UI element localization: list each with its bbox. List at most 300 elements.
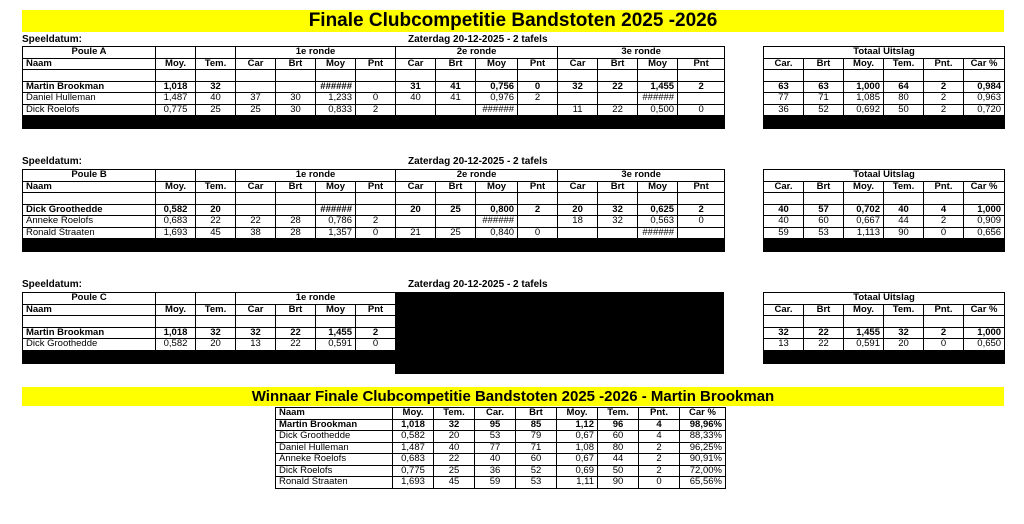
player-name: Anneke Roelofs xyxy=(23,216,156,228)
score-cell: 0,976 xyxy=(476,93,518,105)
blank-cell xyxy=(316,316,356,328)
player-name: Martin Brookman xyxy=(23,327,156,339)
score-cell: ###### xyxy=(476,104,518,116)
score-cell: 25 xyxy=(436,227,476,239)
table-row xyxy=(276,477,726,489)
column-header: Brt xyxy=(436,181,476,193)
player-name: Daniel Hulleman xyxy=(23,93,156,105)
totaal-cell: 2 xyxy=(924,104,964,116)
black-cell xyxy=(156,116,196,129)
score-cell: 0,625 xyxy=(638,204,678,216)
column-header: Car xyxy=(558,181,598,193)
blank-cell xyxy=(316,193,356,205)
winner-cell: 4 xyxy=(639,431,680,443)
column-header: Car % xyxy=(964,304,1005,316)
blank-cell xyxy=(196,193,236,205)
winner-cell: 40 xyxy=(475,454,516,466)
score-cell: 40 xyxy=(396,93,436,105)
column-header: Tem. xyxy=(196,304,236,316)
totaal-cell: 0,702 xyxy=(844,204,884,216)
blank-cell xyxy=(518,70,558,82)
column-header: Pnt xyxy=(678,58,725,70)
blank-cell xyxy=(476,193,518,205)
column-header: Brt xyxy=(276,58,316,70)
score-cell: 0 xyxy=(678,216,725,228)
blank-cell xyxy=(804,193,844,205)
score-cell: ###### xyxy=(638,93,678,105)
blank-cell xyxy=(964,316,1005,328)
blank-row xyxy=(23,316,396,328)
totaal-cell: 1,000 xyxy=(964,327,1005,339)
black-cell xyxy=(598,239,638,252)
blank-cell xyxy=(804,316,844,328)
column-header: Moy xyxy=(476,58,518,70)
score-cell: 0 xyxy=(678,104,725,116)
speeldatum-label-a: Speeldatum: xyxy=(22,34,83,45)
score-cell: 0,563 xyxy=(638,216,678,228)
black-row xyxy=(764,350,1005,363)
winner-cell: 1,018 xyxy=(393,419,434,431)
winner-cell: 60 xyxy=(598,431,639,443)
totaal-cell: 13 xyxy=(764,339,804,351)
score-cell: ###### xyxy=(638,227,678,239)
blank-cell xyxy=(196,316,236,328)
score-cell: 32 xyxy=(598,216,638,228)
winner-cell: 88,33% xyxy=(680,431,726,443)
player-name: Ronald Straaten xyxy=(276,477,393,489)
black-cell xyxy=(316,350,356,363)
column-header-row xyxy=(23,304,396,316)
column-header: Pnt xyxy=(356,304,396,316)
score-cell: 0,756 xyxy=(476,81,518,93)
speeldatum-label-c: Speeldatum: xyxy=(22,279,83,290)
totaal-cell: 22 xyxy=(804,327,844,339)
totaal-row xyxy=(764,104,1005,116)
blank-cell xyxy=(356,316,396,328)
column-header: Brt xyxy=(276,304,316,316)
column-header: Brt xyxy=(804,181,844,193)
totaal-column-row xyxy=(764,58,1005,70)
score-cell: 31 xyxy=(396,81,436,93)
totaal-row xyxy=(764,227,1005,239)
winner-cell: 53 xyxy=(475,431,516,443)
header-cell xyxy=(196,293,236,305)
totaal-cell: 77 xyxy=(764,93,804,105)
table-row xyxy=(23,216,725,228)
table-row xyxy=(23,204,725,216)
score-cell: 22 xyxy=(236,216,276,228)
blank-cell xyxy=(156,193,196,205)
column-header: Brt xyxy=(516,408,557,420)
table-row xyxy=(276,465,726,477)
score-cell: 0 xyxy=(518,81,558,93)
totaal-cell: 2 xyxy=(924,93,964,105)
score-cell: 32 xyxy=(558,81,598,93)
score-cell: 0,500 xyxy=(638,104,678,116)
winner-cell: 1,487 xyxy=(393,442,434,454)
score-cell: 2 xyxy=(518,204,558,216)
blank-cell xyxy=(316,70,356,82)
moy-cell: 1,487 xyxy=(156,93,196,105)
moy-cell: 0,775 xyxy=(156,104,196,116)
winner-cell: 2 xyxy=(639,442,680,454)
score-cell: 0,833 xyxy=(316,104,356,116)
winner-cell: 72,00% xyxy=(680,465,726,477)
score-cell xyxy=(436,216,476,228)
winner-cell: 59 xyxy=(475,477,516,489)
blank-cell xyxy=(236,70,276,82)
blank-cell xyxy=(598,193,638,205)
tem-cell: 25 xyxy=(196,104,236,116)
score-cell: 22 xyxy=(276,327,316,339)
totaal-cell: 1,085 xyxy=(844,93,884,105)
column-header: Moy xyxy=(316,304,356,316)
table-row xyxy=(23,93,725,105)
winner-cell: 50 xyxy=(598,465,639,477)
column-header: Car. xyxy=(764,181,804,193)
black-cell xyxy=(764,239,804,252)
poule-c-table xyxy=(22,292,396,364)
score-cell: 32 xyxy=(598,204,638,216)
blank-cell xyxy=(396,70,436,82)
table-row xyxy=(276,431,726,443)
blank-cell xyxy=(598,70,638,82)
score-cell: 22 xyxy=(598,104,638,116)
black-cell xyxy=(236,350,276,363)
winner-cell: 95 xyxy=(475,419,516,431)
player-name: Martin Brookman xyxy=(23,81,156,93)
blank-cell xyxy=(964,70,1005,82)
blank-row xyxy=(764,70,1005,82)
score-cell: 13 xyxy=(236,339,276,351)
black-cell xyxy=(196,116,236,129)
totaal-cell: 1,113 xyxy=(844,227,884,239)
winner-cell: 1,693 xyxy=(393,477,434,489)
black-cell xyxy=(678,116,725,129)
tem-cell: 20 xyxy=(196,204,236,216)
black-row xyxy=(23,350,396,363)
poule-name: Poule C xyxy=(23,293,156,305)
black-cell xyxy=(844,350,884,363)
table-row xyxy=(23,227,725,239)
totaal-cell: 36 xyxy=(764,104,804,116)
black-cell xyxy=(804,116,844,129)
totaal-column-row xyxy=(764,304,1005,316)
poule-c-blackout xyxy=(395,292,724,374)
column-header: Naam xyxy=(23,304,156,316)
black-cell xyxy=(764,350,804,363)
column-header: Car xyxy=(236,58,276,70)
totaal-cell: 0,667 xyxy=(844,216,884,228)
poule-a-totaal-table xyxy=(763,46,1005,129)
black-cell xyxy=(276,350,316,363)
column-header: Car xyxy=(236,304,276,316)
moy-cell: 0,582 xyxy=(156,204,196,216)
column-header: Tem. xyxy=(196,58,236,70)
score-cell: 38 xyxy=(236,227,276,239)
header-cell xyxy=(196,47,236,59)
tem-cell: 22 xyxy=(196,216,236,228)
blank-cell xyxy=(804,70,844,82)
black-cell xyxy=(764,116,804,129)
column-header: Car xyxy=(396,181,436,193)
totaal-row xyxy=(764,93,1005,105)
black-row xyxy=(764,116,1005,129)
totaal-cell: 0 xyxy=(924,339,964,351)
score-cell xyxy=(276,81,316,93)
blank-cell xyxy=(196,70,236,82)
score-cell: 0 xyxy=(518,227,558,239)
blank-cell xyxy=(844,316,884,328)
score-cell: 22 xyxy=(276,339,316,351)
ronde-header: 3e ronde xyxy=(558,47,725,59)
totaal-header-row xyxy=(764,170,1005,182)
tem-cell: 32 xyxy=(196,327,236,339)
black-cell xyxy=(558,116,598,129)
blank-cell xyxy=(276,193,316,205)
poule-b-totaal-table xyxy=(763,169,1005,252)
blank-cell xyxy=(638,193,678,205)
date-c: Zaterdag 20-12-2025 - 2 tafels xyxy=(408,279,548,290)
black-cell xyxy=(396,239,436,252)
winner-cell: 32 xyxy=(434,419,475,431)
header-cell xyxy=(196,170,236,182)
black-cell xyxy=(804,350,844,363)
blank-cell xyxy=(964,193,1005,205)
winner-title: Winnaar Finale Clubcompetitie Bandstoten 2025 -2026 - Martin Brookman xyxy=(22,387,1004,406)
black-cell xyxy=(23,239,156,252)
totaal-cell: 0,591 xyxy=(844,339,884,351)
blank-cell xyxy=(476,70,518,82)
moy-cell: 1,693 xyxy=(156,227,196,239)
black-cell xyxy=(356,239,396,252)
column-header: Brt xyxy=(598,58,638,70)
winner-cell: 0,67 xyxy=(557,454,598,466)
totaal-cell: 63 xyxy=(804,81,844,93)
totaal-cell: 0,650 xyxy=(964,339,1005,351)
winner-cell: 85 xyxy=(516,419,557,431)
column-header: Brt xyxy=(276,181,316,193)
score-cell: 2 xyxy=(678,204,725,216)
score-cell: 25 xyxy=(236,104,276,116)
score-cell: 41 xyxy=(436,93,476,105)
winner-cell: 79 xyxy=(516,431,557,443)
totaal-cell: 80 xyxy=(884,93,924,105)
totaal-cell: 0,963 xyxy=(964,93,1005,105)
blank-cell xyxy=(23,316,156,328)
column-header: Moy. xyxy=(844,181,884,193)
poule-a-table xyxy=(22,46,725,129)
column-header: Brt xyxy=(436,58,476,70)
date-b: Zaterdag 20-12-2025 - 2 tafels xyxy=(408,156,548,167)
blank-cell xyxy=(276,316,316,328)
black-cell xyxy=(558,239,598,252)
totaal-cell: 0,656 xyxy=(964,227,1005,239)
winner-cell: 0,582 xyxy=(393,431,434,443)
ronde-header: 1e ronde xyxy=(236,47,396,59)
score-cell: 1,233 xyxy=(316,93,356,105)
score-cell xyxy=(598,93,638,105)
black-cell xyxy=(924,239,964,252)
score-cell: 1,455 xyxy=(638,81,678,93)
black-cell xyxy=(476,116,518,129)
score-cell: 0,591 xyxy=(316,339,356,351)
black-cell xyxy=(356,116,396,129)
totaal-cell: 52 xyxy=(804,104,844,116)
column-header: Moy xyxy=(316,58,356,70)
column-header: Tem. xyxy=(884,304,924,316)
black-cell xyxy=(964,116,1005,129)
poule-header-row xyxy=(23,47,725,59)
player-name: Dick Groothedde xyxy=(23,339,156,351)
score-cell: 18 xyxy=(558,216,598,228)
ronde-header: 2e ronde xyxy=(396,170,558,182)
totaal-cell: 40 xyxy=(884,204,924,216)
score-cell xyxy=(518,104,558,116)
winner-cell: 90,91% xyxy=(680,454,726,466)
moy-cell: 1,018 xyxy=(156,327,196,339)
winner-cell: 52 xyxy=(516,465,557,477)
column-header: Car. xyxy=(764,304,804,316)
column-header: Car % xyxy=(964,181,1005,193)
blank-cell xyxy=(558,193,598,205)
score-cell xyxy=(356,81,396,93)
score-cell: 22 xyxy=(598,81,638,93)
player-name: Anneke Roelofs xyxy=(276,454,393,466)
poule-c-totaal-table xyxy=(763,292,1005,364)
totaal-cell: 59 xyxy=(764,227,804,239)
column-header: Car. xyxy=(475,408,516,420)
winner-cell: 1,12 xyxy=(557,419,598,431)
black-cell xyxy=(884,116,924,129)
blank-cell xyxy=(236,316,276,328)
winner-cell: 96,25% xyxy=(680,442,726,454)
score-cell: 28 xyxy=(276,216,316,228)
winner-cell: 80 xyxy=(598,442,639,454)
totaal-cell: 32 xyxy=(764,327,804,339)
blank-cell xyxy=(236,193,276,205)
black-cell xyxy=(156,239,196,252)
winner-cell: 25 xyxy=(434,465,475,477)
black-row xyxy=(764,239,1005,252)
column-header: Car % xyxy=(680,408,726,420)
blank-cell xyxy=(884,193,924,205)
blank-cell xyxy=(356,70,396,82)
score-cell: ###### xyxy=(316,204,356,216)
winner-table xyxy=(275,407,726,489)
totaal-cell: 32 xyxy=(884,327,924,339)
totaal-cell: 2 xyxy=(924,81,964,93)
winner-cell: 0,683 xyxy=(393,454,434,466)
blank-cell xyxy=(924,316,964,328)
blank-cell xyxy=(356,193,396,205)
blank-cell xyxy=(884,70,924,82)
blank-cell xyxy=(23,193,156,205)
column-header: Brt xyxy=(804,58,844,70)
winner-cell: 44 xyxy=(598,454,639,466)
column-header: Moy. xyxy=(393,408,434,420)
score-cell: 20 xyxy=(396,204,436,216)
winner-cell: 2 xyxy=(639,454,680,466)
black-cell xyxy=(316,239,356,252)
score-cell: 20 xyxy=(558,204,598,216)
winner-cell: 45 xyxy=(434,477,475,489)
player-name: Dick Groothedde xyxy=(23,204,156,216)
black-cell xyxy=(476,239,518,252)
column-header: Pnt xyxy=(518,58,558,70)
totaal-cell: 63 xyxy=(764,81,804,93)
totaal-cell: 2 xyxy=(924,216,964,228)
totaal-cell: 60 xyxy=(804,216,844,228)
black-cell xyxy=(598,116,638,129)
totaal-cell: 0,692 xyxy=(844,104,884,116)
score-cell: 0,786 xyxy=(316,216,356,228)
winner-cell: 98,96% xyxy=(680,419,726,431)
totaal-header: Totaal Uitslag xyxy=(764,170,1005,182)
score-cell: ###### xyxy=(476,216,518,228)
blank-cell xyxy=(436,70,476,82)
date-a: Zaterdag 20-12-2025 - 2 tafels xyxy=(408,34,548,45)
black-cell xyxy=(964,239,1005,252)
score-cell xyxy=(558,227,598,239)
column-header: Brt xyxy=(598,181,638,193)
score-cell xyxy=(356,204,396,216)
blank-cell xyxy=(558,70,598,82)
score-cell: 2 xyxy=(356,104,396,116)
column-header: Tem. xyxy=(598,408,639,420)
column-header: Moy. xyxy=(156,181,196,193)
blank-row xyxy=(23,70,725,82)
score-cell: 0,840 xyxy=(476,227,518,239)
score-cell: 1,357 xyxy=(316,227,356,239)
page-title: Finale Clubcompetitie Bandstoten 2025 -2026 xyxy=(22,10,1004,32)
header-cell xyxy=(156,293,196,305)
table-row xyxy=(23,104,725,116)
column-header: Car xyxy=(236,181,276,193)
totaal-row xyxy=(764,204,1005,216)
blank-cell xyxy=(924,193,964,205)
winner-cell: 2 xyxy=(639,465,680,477)
score-cell: 0,800 xyxy=(476,204,518,216)
score-cell: 25 xyxy=(436,204,476,216)
score-cell: 11 xyxy=(558,104,598,116)
winner-cell: 60 xyxy=(516,454,557,466)
winner-cell: 36 xyxy=(475,465,516,477)
score-cell: 30 xyxy=(276,93,316,105)
column-header: Pnt xyxy=(678,181,725,193)
column-header: Car xyxy=(558,58,598,70)
score-cell: 32 xyxy=(236,327,276,339)
column-header: Moy xyxy=(476,181,518,193)
black-cell xyxy=(844,239,884,252)
totaal-cell: 57 xyxy=(804,204,844,216)
totaal-cell: 1,000 xyxy=(964,204,1005,216)
ronde-header: 1e ronde xyxy=(236,170,396,182)
score-cell xyxy=(236,204,276,216)
ronde-header: 1e ronde xyxy=(236,293,396,305)
blank-cell xyxy=(678,193,725,205)
score-cell xyxy=(558,93,598,105)
table-row xyxy=(276,419,726,431)
poule-b-table xyxy=(22,169,725,252)
score-cell: 2 xyxy=(678,81,725,93)
black-cell xyxy=(844,116,884,129)
winner-cell: 1,11 xyxy=(557,477,598,489)
black-cell xyxy=(964,350,1005,363)
black-cell xyxy=(518,116,558,129)
table-row xyxy=(23,81,725,93)
column-header: Pnt xyxy=(356,181,396,193)
